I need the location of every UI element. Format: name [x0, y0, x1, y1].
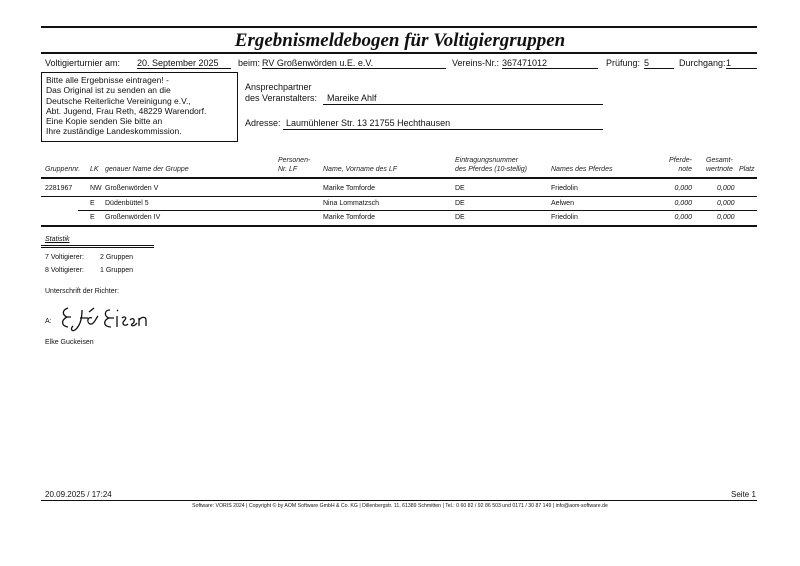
- contact-label-2: des Veranstalters:: [245, 93, 318, 103]
- stats-heading: Statistik: [45, 236, 70, 243]
- document-title: Ergebnismeldebogen für Voltigiergruppen: [234, 30, 566, 51]
- cell-horse-score: 0,000: [674, 200, 692, 207]
- header-horse-score-1: Pferde-: [669, 157, 692, 164]
- stats-label: 7 Voltigierer:: [45, 254, 84, 261]
- stats-value: 2 Gruppen: [100, 254, 134, 261]
- footer-page: Seite 1: [731, 490, 756, 499]
- notice-line: Abt. Jugend, Frau Reth, 48229 Warendorf.: [46, 105, 207, 116]
- top-rule: [41, 26, 757, 28]
- cell-group-name: Großenwörden IV: [105, 214, 161, 221]
- contact-label-1: Ansprechpartner: [245, 82, 312, 92]
- header-place: Platz: [739, 166, 755, 173]
- cell-reg-no: DE: [455, 185, 465, 192]
- contact-underline: [323, 104, 603, 105]
- stats-rule-2: [41, 247, 154, 248]
- header-horse: Names des Pferdes: [551, 166, 613, 173]
- table-bottom-rule: [41, 225, 757, 227]
- contact-value: Mareike Ahlf: [327, 93, 377, 103]
- notice-line: Deutsche Reiterliche Vereinigung e.V.,: [46, 95, 191, 106]
- address-value: Laumühlener Str. 13 21755 Hechthausen: [286, 118, 451, 128]
- cell-lf-name: Marike Tomforde: [323, 185, 376, 192]
- cell-horse-score: 0,000: [674, 214, 692, 221]
- tournament-date: 20. September 2025: [137, 58, 231, 69]
- stats-rule: [41, 245, 154, 246]
- header-reg-no-1: Eintragungsnummer: [455, 157, 519, 164]
- title-underline: [41, 52, 757, 54]
- host-label: beim:: [238, 58, 261, 68]
- stats-value: 1 Gruppen: [100, 267, 134, 274]
- host-value: RV Großenwörden u.E. e.V.: [262, 58, 446, 69]
- address-label: Adresse:: [245, 118, 281, 128]
- row-rule: [41, 196, 757, 197]
- cell-horse: Friedolin: [551, 214, 578, 221]
- cell-horse: Friedolin: [551, 185, 578, 192]
- test-label: Prüfung:: [606, 58, 641, 68]
- cell-lf-name: Marike Tomforde: [323, 214, 376, 221]
- handwritten-signature: [58, 300, 168, 340]
- cell-group-name: Großenwörden V: [105, 185, 159, 192]
- cell-lk: E: [90, 214, 95, 221]
- notice-line: Eine Kopie senden Sie bitte an: [46, 116, 163, 127]
- cell-total: 0,000: [717, 214, 735, 221]
- header-person-no-1: Personen-: [278, 157, 311, 164]
- cell-lf-name: Nina Lommatzsch: [323, 200, 380, 207]
- cell-horse: Aelwen: [551, 200, 574, 207]
- header-lk: LK: [90, 166, 99, 173]
- header-group-name: genauer Name der Gruppe: [105, 166, 189, 173]
- footer-rule: [41, 500, 757, 501]
- notice-line: Bitte alle Ergebnisse eintragen! -: [46, 75, 169, 85]
- club-no-label: Vereins-Nr.:: [452, 58, 500, 68]
- footer-software: Software: VORIS 2024 | Copyright © by AOM Software GmbH & Co. KG | Dillenbergstr. 11, 61389 Schmitten | Tel.: 0 60 82 / 92 86 503 und 0171 / 30 87 149 | info@aom-software.de: [192, 503, 608, 509]
- header-person-no-2: Nr. LF: [278, 166, 298, 173]
- cell-group-name: Düdenbüttel 5: [105, 200, 149, 207]
- row-rule: [78, 210, 757, 211]
- header-group-no: Gruppennr.: [45, 166, 81, 173]
- signature-label: Unterschrift der Richter:: [45, 288, 119, 295]
- cell-horse-score: 0,000: [674, 185, 692, 192]
- header-reg-no-2: des Pferdes (10-stellig): [455, 166, 527, 173]
- round-value: 1: [726, 58, 757, 69]
- footer-timestamp: 20.09.2025 / 17:24: [45, 490, 112, 499]
- header-total-2: wertnote: [706, 166, 733, 173]
- cell-total: 0,000: [717, 185, 735, 192]
- club-no-value: 367471012: [502, 58, 598, 69]
- cell-total: 0,000: [717, 200, 735, 207]
- tournament-label: Voltigierturnier am:: [45, 58, 121, 68]
- header-lf-name: Name, Vorname des LF: [323, 166, 398, 173]
- judge-name: Elke Guckeisen: [45, 339, 94, 346]
- signature-prefix: A:: [45, 318, 52, 325]
- cell-reg-no: DE: [455, 214, 465, 221]
- test-value: 5: [644, 58, 674, 69]
- cell-reg-no: DE: [455, 200, 465, 207]
- stats-label: 8 Voltigierer:: [45, 267, 84, 274]
- header-total-1: Gesamt-: [706, 157, 733, 164]
- cell-lk: E: [90, 200, 95, 207]
- header-rule: [41, 177, 757, 179]
- cell-group-no: 2281967: [45, 185, 73, 192]
- header-horse-score-2: note: [678, 166, 692, 173]
- notice-box: [41, 72, 238, 142]
- cell-lk: NW: [90, 185, 102, 192]
- address-underline: [283, 129, 603, 130]
- round-label: Durchgang:: [679, 58, 726, 68]
- notice-line: Das Original ist zu senden an die: [46, 85, 171, 96]
- notice-line: Ihre zuständige Landeskommission.: [46, 126, 182, 137]
